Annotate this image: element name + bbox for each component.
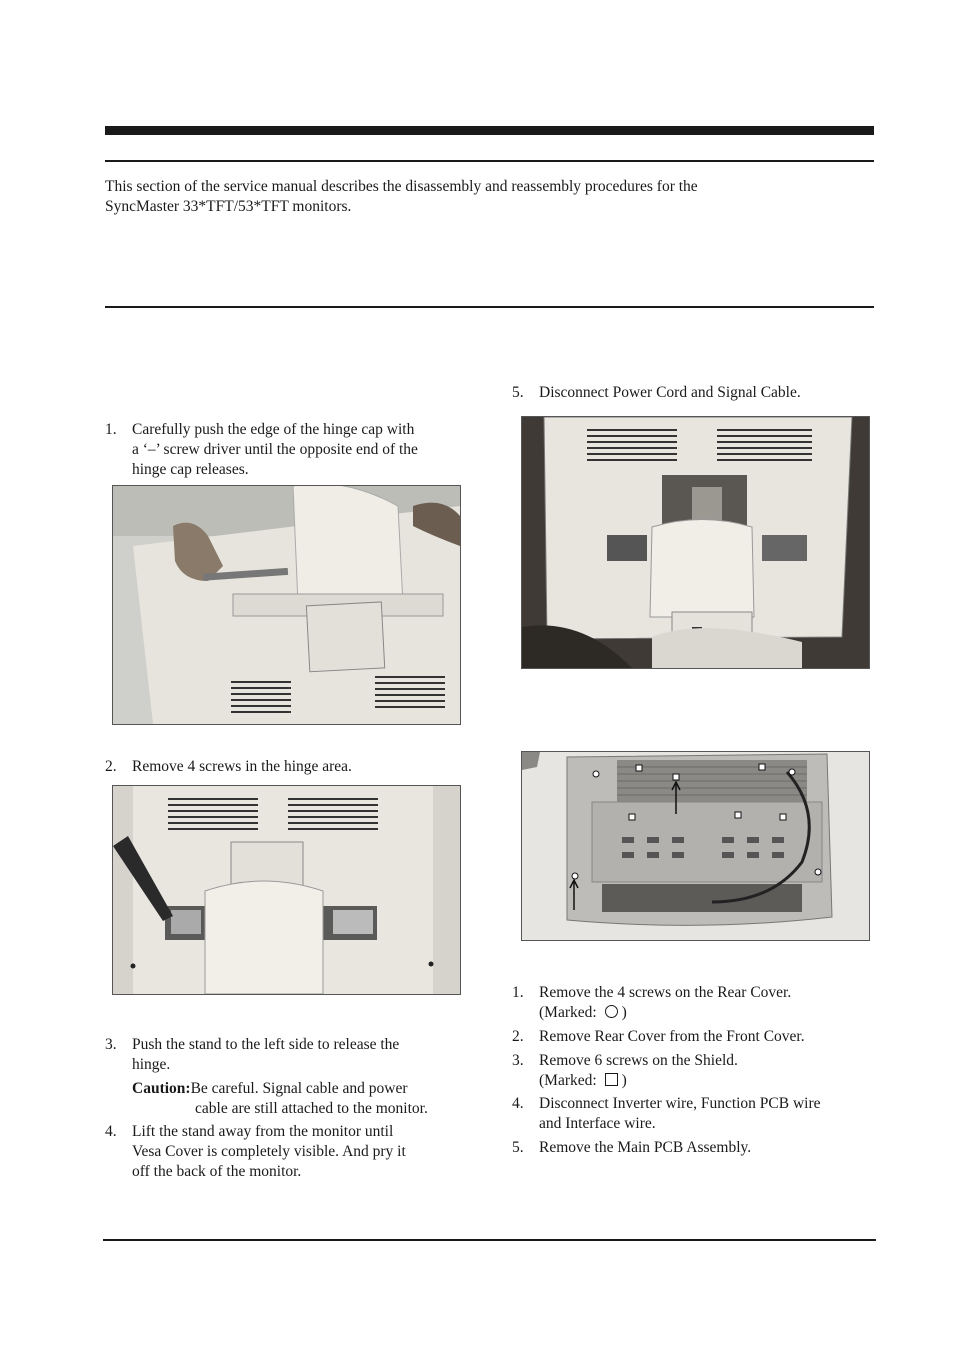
intro-line-2: SyncMaster 33*TFT/53*TFT monitors. <box>105 198 352 215</box>
hinge-screws-photo <box>112 785 461 995</box>
step-text-line: Carefully push the edge of the hinge cap with <box>132 421 415 438</box>
step-number: 4. <box>512 1095 524 1112</box>
intro-paragraph <box>105 177 874 217</box>
step-number: 3. <box>512 1052 524 1069</box>
step-text-line: Push the stand to the left side to release the <box>132 1036 400 1053</box>
footer-rule <box>103 1239 876 1241</box>
circle-marker-icon <box>605 1005 618 1018</box>
step-number: 3. <box>105 1036 117 1053</box>
caution-text-2: cable are still attached to the monitor. <box>195 1100 428 1117</box>
marked-close: ) <box>621 1072 627 1089</box>
step-text-line: off the back of the monitor. <box>132 1163 302 1180</box>
step-number: 2. <box>105 758 117 775</box>
caution-note <box>132 1079 477 1119</box>
step-text-line: a ‘–’ screw driver until the opposite end of the <box>132 441 418 458</box>
caution-text-1: Be careful. Signal cable and power <box>190 1080 408 1097</box>
caution-label: Caution: <box>132 1080 191 1097</box>
chapter-rule <box>105 160 874 162</box>
square-marker-icon <box>605 1073 618 1086</box>
step-text-line: Remove 6 screws on the Shield. <box>539 1052 738 1069</box>
step-text-line: Disconnect Power Cord and Signal Cable. <box>539 384 801 401</box>
shield-photo <box>521 751 870 941</box>
step-text-line: and Interface wire. <box>539 1115 656 1132</box>
step-number: 4. <box>105 1123 117 1140</box>
step-number: 5. <box>512 384 524 401</box>
step-text-line: hinge cap releases. <box>132 461 249 478</box>
step-text-line: Remove the Main PCB Assembly. <box>539 1139 752 1156</box>
step-number: 2. <box>512 1028 524 1045</box>
intro-line-1: This section of the service manual describes the disassembly and reassembly procedures for the <box>105 178 698 195</box>
section-rule <box>105 306 874 308</box>
monitor-rear-photo <box>521 416 870 669</box>
step-text-line: Remove Rear Cover from the Front Cover. <box>539 1028 805 1045</box>
step-number: 1. <box>105 421 117 438</box>
marked-label: (Marked: <box>539 1072 597 1089</box>
step-text-line: Disconnect Inverter wire, Function PCB wire <box>539 1095 821 1112</box>
marked-close: ) <box>621 1004 627 1021</box>
step-number: 5. <box>512 1139 524 1156</box>
step-text-line: Remove 4 screws in the hinge area. <box>132 758 352 775</box>
step-text-line: Lift the stand away from the monitor until <box>132 1123 394 1140</box>
step-text-line: Remove the 4 screws on the Rear Cover. <box>539 984 792 1001</box>
marked-label: (Marked: <box>539 1004 597 1021</box>
step-text-line: Vesa Cover is completely visible. And pry it <box>132 1143 406 1160</box>
chapter-title-bar <box>105 126 874 135</box>
step-number: 1. <box>512 984 524 1001</box>
hinge-cap-photo <box>112 485 461 725</box>
step-text-line: hinge. <box>132 1056 171 1073</box>
